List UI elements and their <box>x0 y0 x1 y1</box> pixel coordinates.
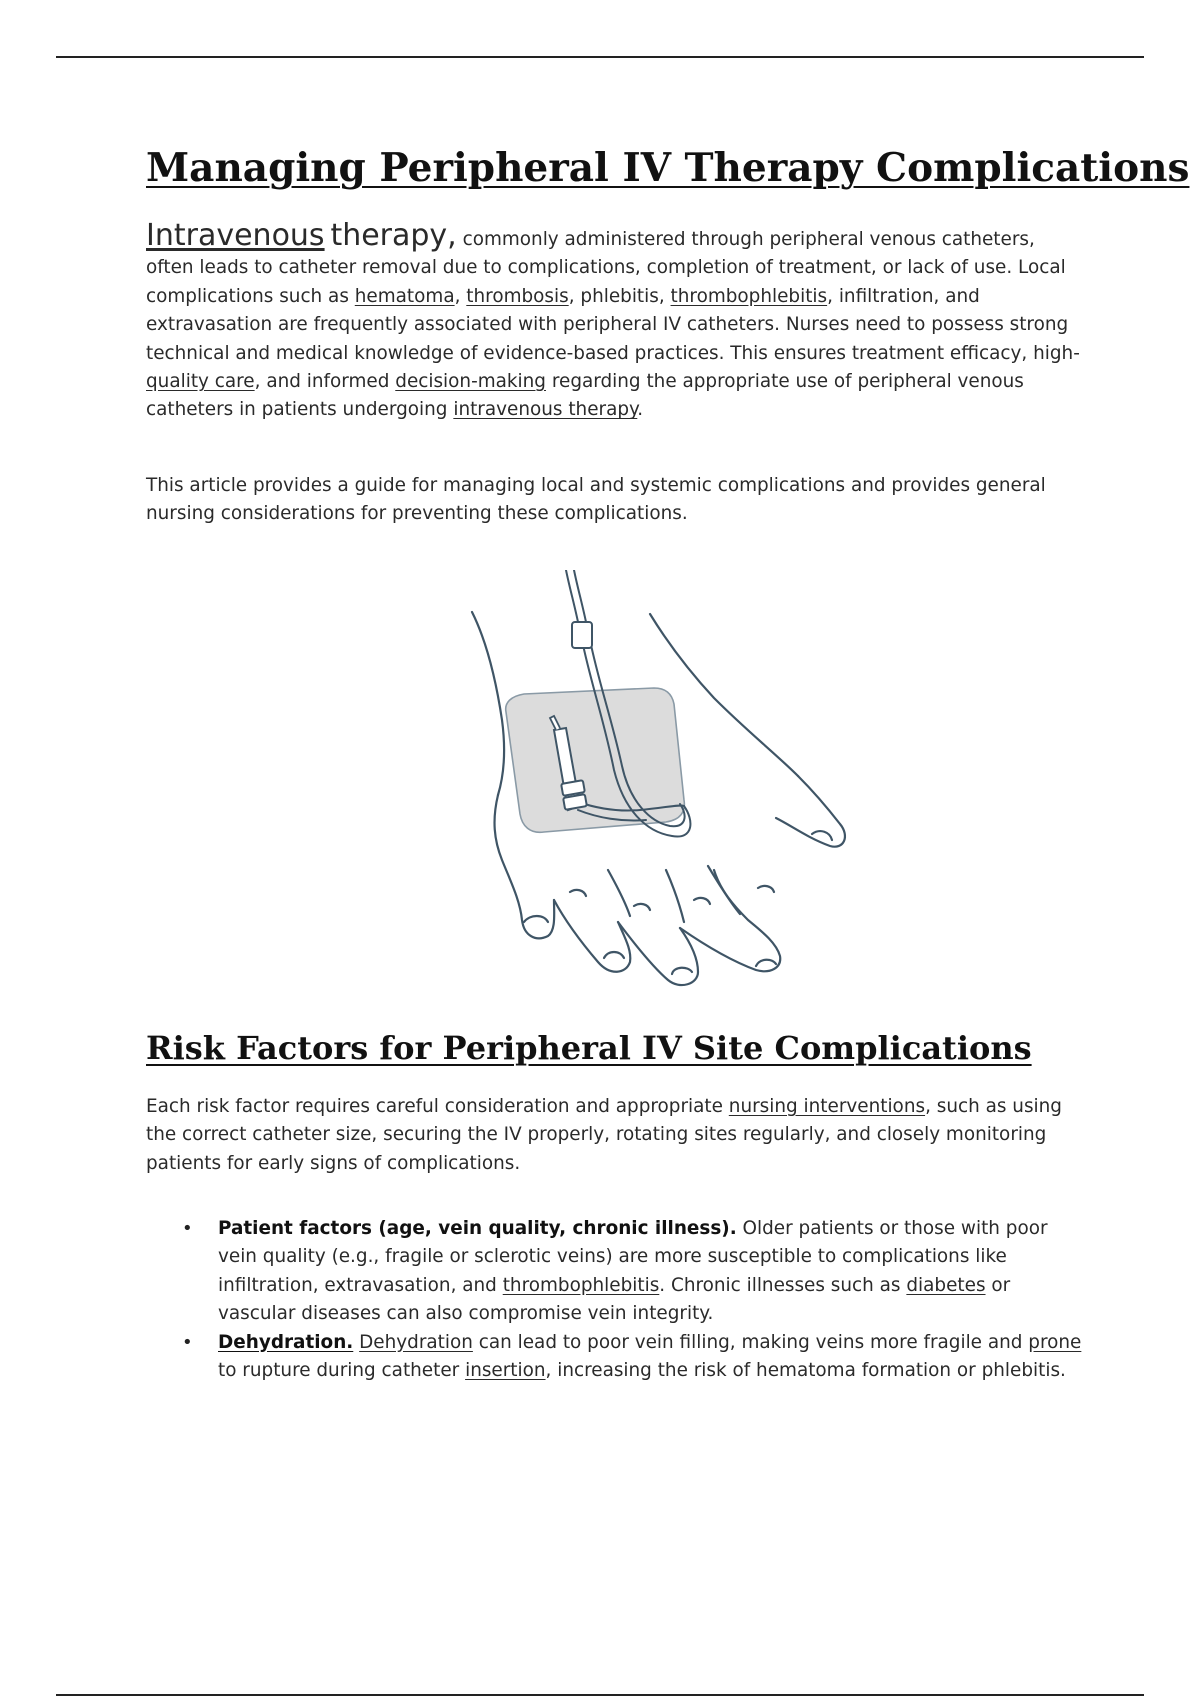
risk-intro-text-a: Each risk factor requires careful consideration and appropriate <box>146 1096 723 1117</box>
risk-text: , increasing the risk of hematoma formation or phlebitis. <box>545 1360 1066 1382</box>
list-item <box>182 1215 1086 1329</box>
hematoma-link[interactable]: hematoma <box>354 285 455 307</box>
intro-text-2: infiltration, and extravasation are frequently associated with peripheral IV catheters. Nurses need to possess strong technical and medical knowledge of evidence-based practices. This ensures treatment efficacy, high- <box>146 285 1080 364</box>
risk-intro-text-b: , such as using the correct catheter size, securing the IV properly, rotating sites regularly, and closely monitoring patients for early signs of complications. <box>146 1096 1062 1174</box>
risk-text: . Chronic illnesses such as <box>659 1274 901 1296</box>
bottom-rule <box>56 1694 1144 1696</box>
quality-care-link[interactable]: quality care <box>146 371 255 393</box>
risk-text: or vascular diseases can also compromise vein integrity. <box>218 1274 1011 1325</box>
thrombophlebitis-link[interactable]: thrombophlebitis <box>502 1274 660 1296</box>
nursing-interventions-link[interactable]: nursing interventions <box>728 1096 926 1117</box>
insertion-link[interactable]: insertion <box>465 1360 546 1382</box>
intro-text-5: . <box>637 399 644 421</box>
bullet-icon: • <box>182 1331 193 1353</box>
tubing-connector <box>572 622 592 648</box>
iv-catheter-hand-illustration <box>458 570 868 990</box>
intravenous-link[interactable]: Intravenous <box>146 218 325 253</box>
intro-text-4: regarding the appropriate use of peripheral venous catheters in patients undergoing <box>146 371 1024 421</box>
risk-text: Older patients or those with poor vein quality (e.g., fragile or sclerotic veins) are more susceptible to complications like infiltration, extravasation, and <box>218 1218 1048 1296</box>
bullet-icon: • <box>182 1218 193 1239</box>
page-title: Managing Peripheral IV Therapy Complications <box>146 145 1190 191</box>
risk-term: Patient factors (age, vein quality, chronic illness). <box>218 1218 737 1239</box>
risk-text: can lead to poor vein filling, making veins more fragile and <box>478 1331 1023 1353</box>
intro-lead-rest: therapy, <box>330 218 457 253</box>
intro-text-1: commonly administered through peripheral venous catheters, often leads to catheter removal due to complications, completion of treatment, or lack of use. Local complications such as <box>146 229 1066 307</box>
risk-intro-paragraph <box>146 1093 1086 1178</box>
diabetes-link[interactable]: diabetes <box>906 1274 986 1296</box>
thrombosis-link[interactable]: thrombosis <box>466 285 569 307</box>
intravenous-therapy-link[interactable]: intravenous therapy <box>453 399 638 421</box>
list-item <box>182 1329 1086 1386</box>
top-rule <box>56 56 1144 58</box>
prone-link[interactable]: prone <box>1028 1331 1082 1353</box>
dressing-shape <box>506 688 685 832</box>
intro-phlebitis: phlebitis, <box>580 285 665 307</box>
intro-paragraph: Intravenous therapy, commonly administered through peripheral venous catheters, often leads to catheter removal due to complications, completion of treatment, or lack of use. Local complications such as hematoma, thrombosis, phlebitis, thrombophlebitis, infiltration, and extravasation are frequently associated with peripheral IV catheters. Nurses need to possess strong technical and medical knowledge of evidence-based practices. This ensures treatment efficacy, high-quality care, and informed decision-making regarding the appropriate use of peripheral venous catheters in patients undergoing intravenous therapy. <box>146 218 1080 421</box>
risk-text: to rupture during catheter <box>218 1360 460 1382</box>
risk-section-heading: Risk Factors for Peripheral IV Site Complications <box>146 1029 1032 1067</box>
decision-making-link[interactable]: decision-making <box>395 371 546 393</box>
risk-factor-list <box>146 1215 1086 1385</box>
hand-illustration-svg <box>458 570 868 990</box>
risk-term: Dehydration. <box>218 1331 354 1353</box>
summary-paragraph: This article provides a guide for managing local and systemic complications and provides general nursing considerations for preventing these complications. <box>146 475 1046 525</box>
thrombophlebitis-link[interactable]: thrombophlebitis <box>670 285 828 307</box>
dehydration-link[interactable]: Dehydration <box>359 1331 473 1353</box>
intro-text-3: , and informed <box>254 371 390 393</box>
